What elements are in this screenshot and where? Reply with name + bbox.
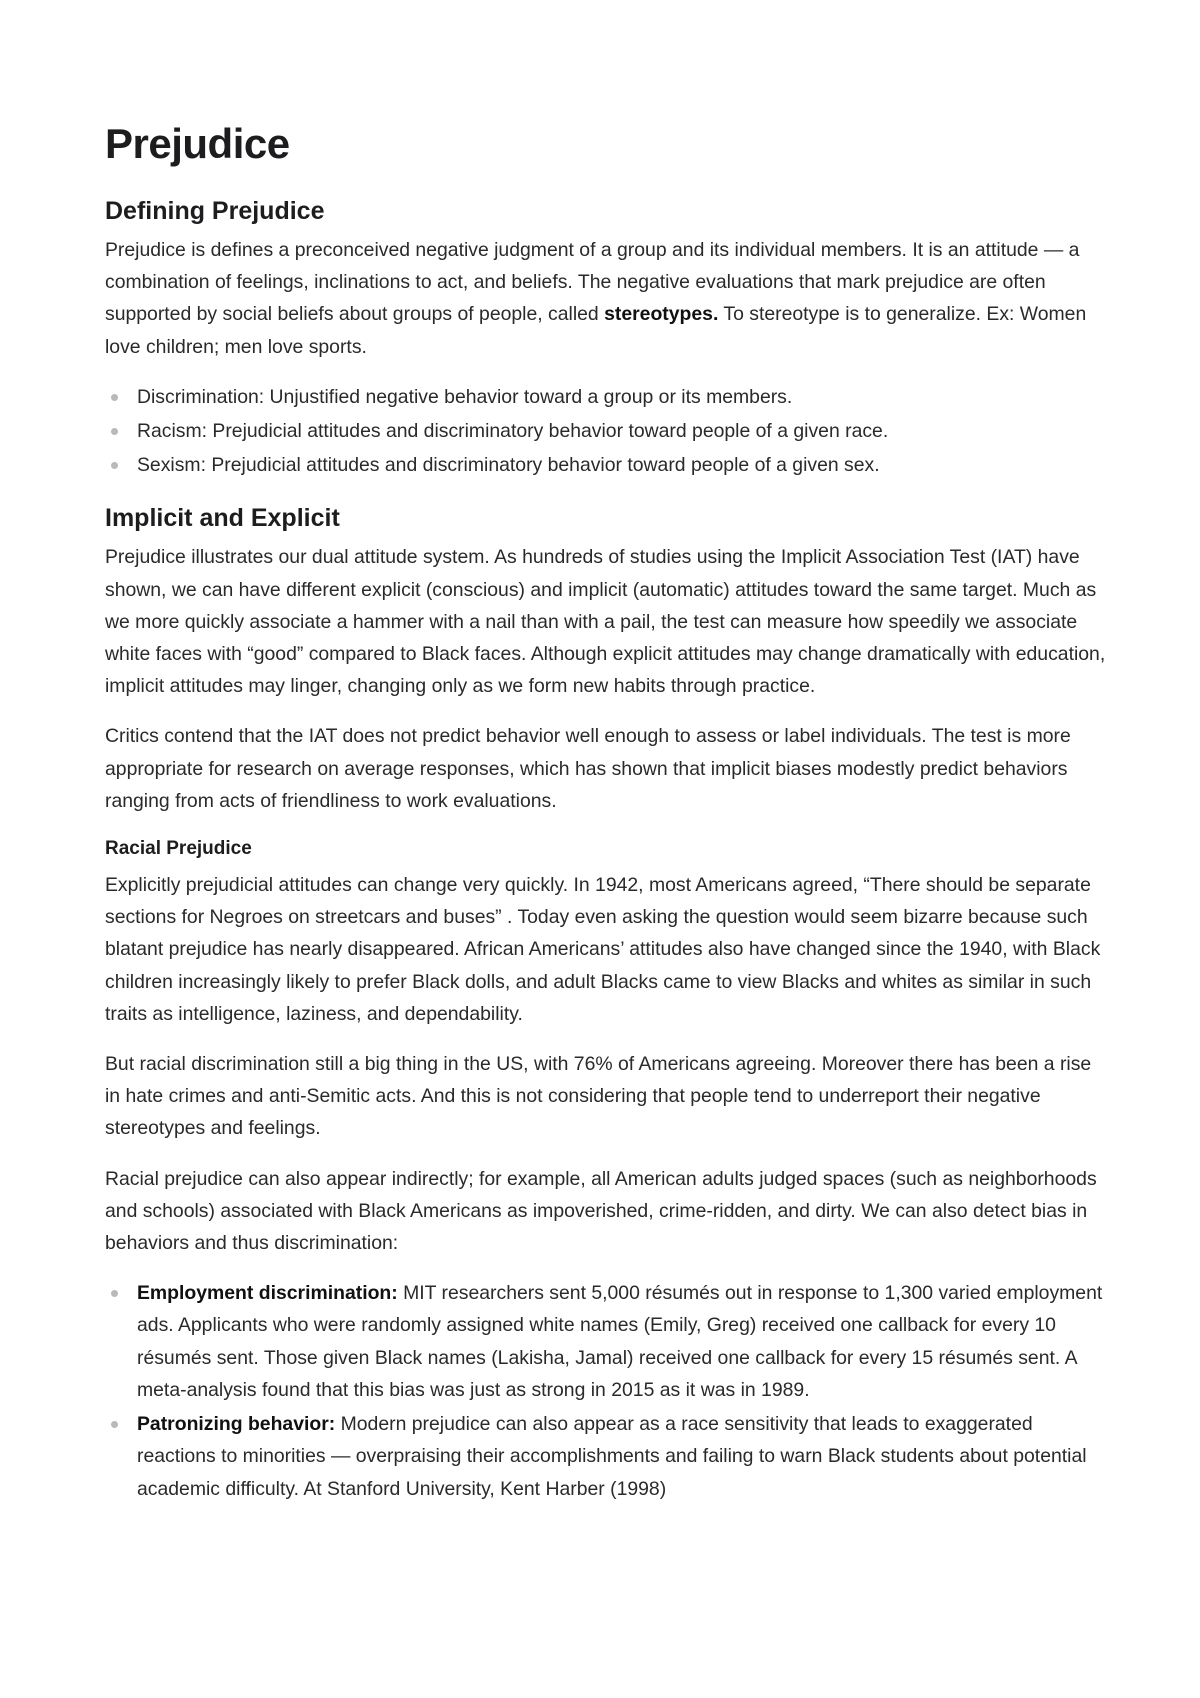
example-label: Employment discrimination: bbox=[137, 1282, 398, 1305]
bullet-icon bbox=[111, 428, 118, 435]
document-content bbox=[105, 116, 1110, 1525]
defining-prejudice-paragraph bbox=[105, 234, 1110, 363]
list-item bbox=[105, 381, 1110, 413]
section-heading-defining-prejudice: Defining Prejudice bbox=[105, 197, 325, 225]
subsection-heading-racial-prejudice: Racial Prejudice bbox=[105, 838, 252, 860]
list-item-text: Racism: Prejudicial attitudes and discriminatory behavior toward people of a given race. bbox=[137, 420, 889, 443]
example-text: MIT researchers sent 5,000 résumés out in response to 1,300 varied employment ads. Applicants who were randomly assigned white names (Emily, Greg) received one callback for every 10 résumés sent. Those given Black names (Lakisha, Jamal) received one callback for every 15 résumés sent. A meta-analysis found that this bias was just as strong in 2015 as it was in 1989. bbox=[137, 1282, 1103, 1401]
bullet-icon bbox=[111, 462, 118, 469]
bullet-icon bbox=[111, 1421, 118, 1428]
page-title: Prejudice bbox=[105, 120, 290, 167]
racial-prejudice-paragraph: Explicitly prejudicial attitudes can change very quickly. In 1942, most Americans agreed, “There should be separate sections for Negroes on streetcars and buses” . Today even asking the question would seem bizarre because such blatant prejudice has nearly disappeared. African Americans’ attitudes also have changed since the 1940, with Black children increasingly likely to prefer Black dolls, and adult Blacks came to view Blacks and whites as similar in such traits as intelligence, laziness, and dependability. bbox=[105, 874, 1101, 1025]
list-item-text: Discrimination: Unjustified negative behavior toward a group or its members. bbox=[137, 385, 793, 408]
definitions-list bbox=[105, 381, 1110, 482]
racial-prejudice-paragraph: But racial discrimination still a big thing in the US, with 76% of Americans agreeing. Moreover there has been a rise in hate crimes and anti-Semitic acts. And this is not considering that people tend to underreport their negative stereotypes and feelings. bbox=[105, 1053, 1092, 1140]
bullet-icon bbox=[111, 1290, 118, 1297]
paragraph-text: To stereotype is to generalize. Ex: Women love children; men love sports. bbox=[105, 303, 1087, 358]
list-item bbox=[105, 1408, 1110, 1505]
implicit-explicit-paragraph: Prejudice illustrates our dual attitude system. As hundreds of studies using the Implicit Association Test (IAT) have shown, we can have different explicit (conscious) and implicit (automatic) attitudes toward the same target. Much as we more quickly associate a hammer with a nail than with a pail, the test can measure how speedily we associate white faces with “good” compared to Black faces. Although explicit attitudes may change dramatically with education, implicit attitudes may linger, changing only as we form new habits through practice. bbox=[105, 546, 1106, 698]
paragraph-text: Prejudice is defines a preconceived negative judgment of a group and its individual members. It is an attitude — a combination of feelings, inclinations to act, and beliefs. The negative evaluations that mark prejudice are often supported by social beliefs about groups of people, called bbox=[105, 239, 1080, 326]
section-heading-implicit-explicit: Implicit and Explicit bbox=[105, 504, 340, 533]
bullet-icon bbox=[111, 394, 118, 401]
discrimination-examples-list bbox=[105, 1277, 1110, 1504]
list-item bbox=[105, 415, 1110, 447]
list-item bbox=[105, 449, 1110, 481]
bold-term-stereotypes: stereotypes. bbox=[604, 303, 719, 326]
example-label: Patronizing behavior: bbox=[137, 1413, 336, 1436]
example-text: Modern prejudice can also appear as a race sensitivity that leads to exaggerated reactions to minorities — overpraising their accomplishments and failing to warn Black students about potential academic difficulty. At Stanford University, Kent Harber (1998) bbox=[137, 1413, 1087, 1500]
list-item-text: Sexism: Prejudicial attitudes and discriminatory behavior toward people of a given sex. bbox=[137, 454, 880, 477]
list-item bbox=[105, 1277, 1110, 1406]
implicit-explicit-paragraph: Critics contend that the IAT does not predict behavior well enough to assess or label individuals. The test is more appropriate for research on average responses, which has shown that implicit biases modestly predict behaviors ranging from acts of friendliness to work evaluations. bbox=[105, 725, 1071, 812]
racial-prejudice-paragraph: Racial prejudice can also appear indirectly; for example, all American adults judged spaces (such as neighborhoods and schools) associated with Black Americans as impoverished, crime-ridden, and dirty. We can also detect bias in behaviors and thus discrimination: bbox=[105, 1167, 1097, 1255]
